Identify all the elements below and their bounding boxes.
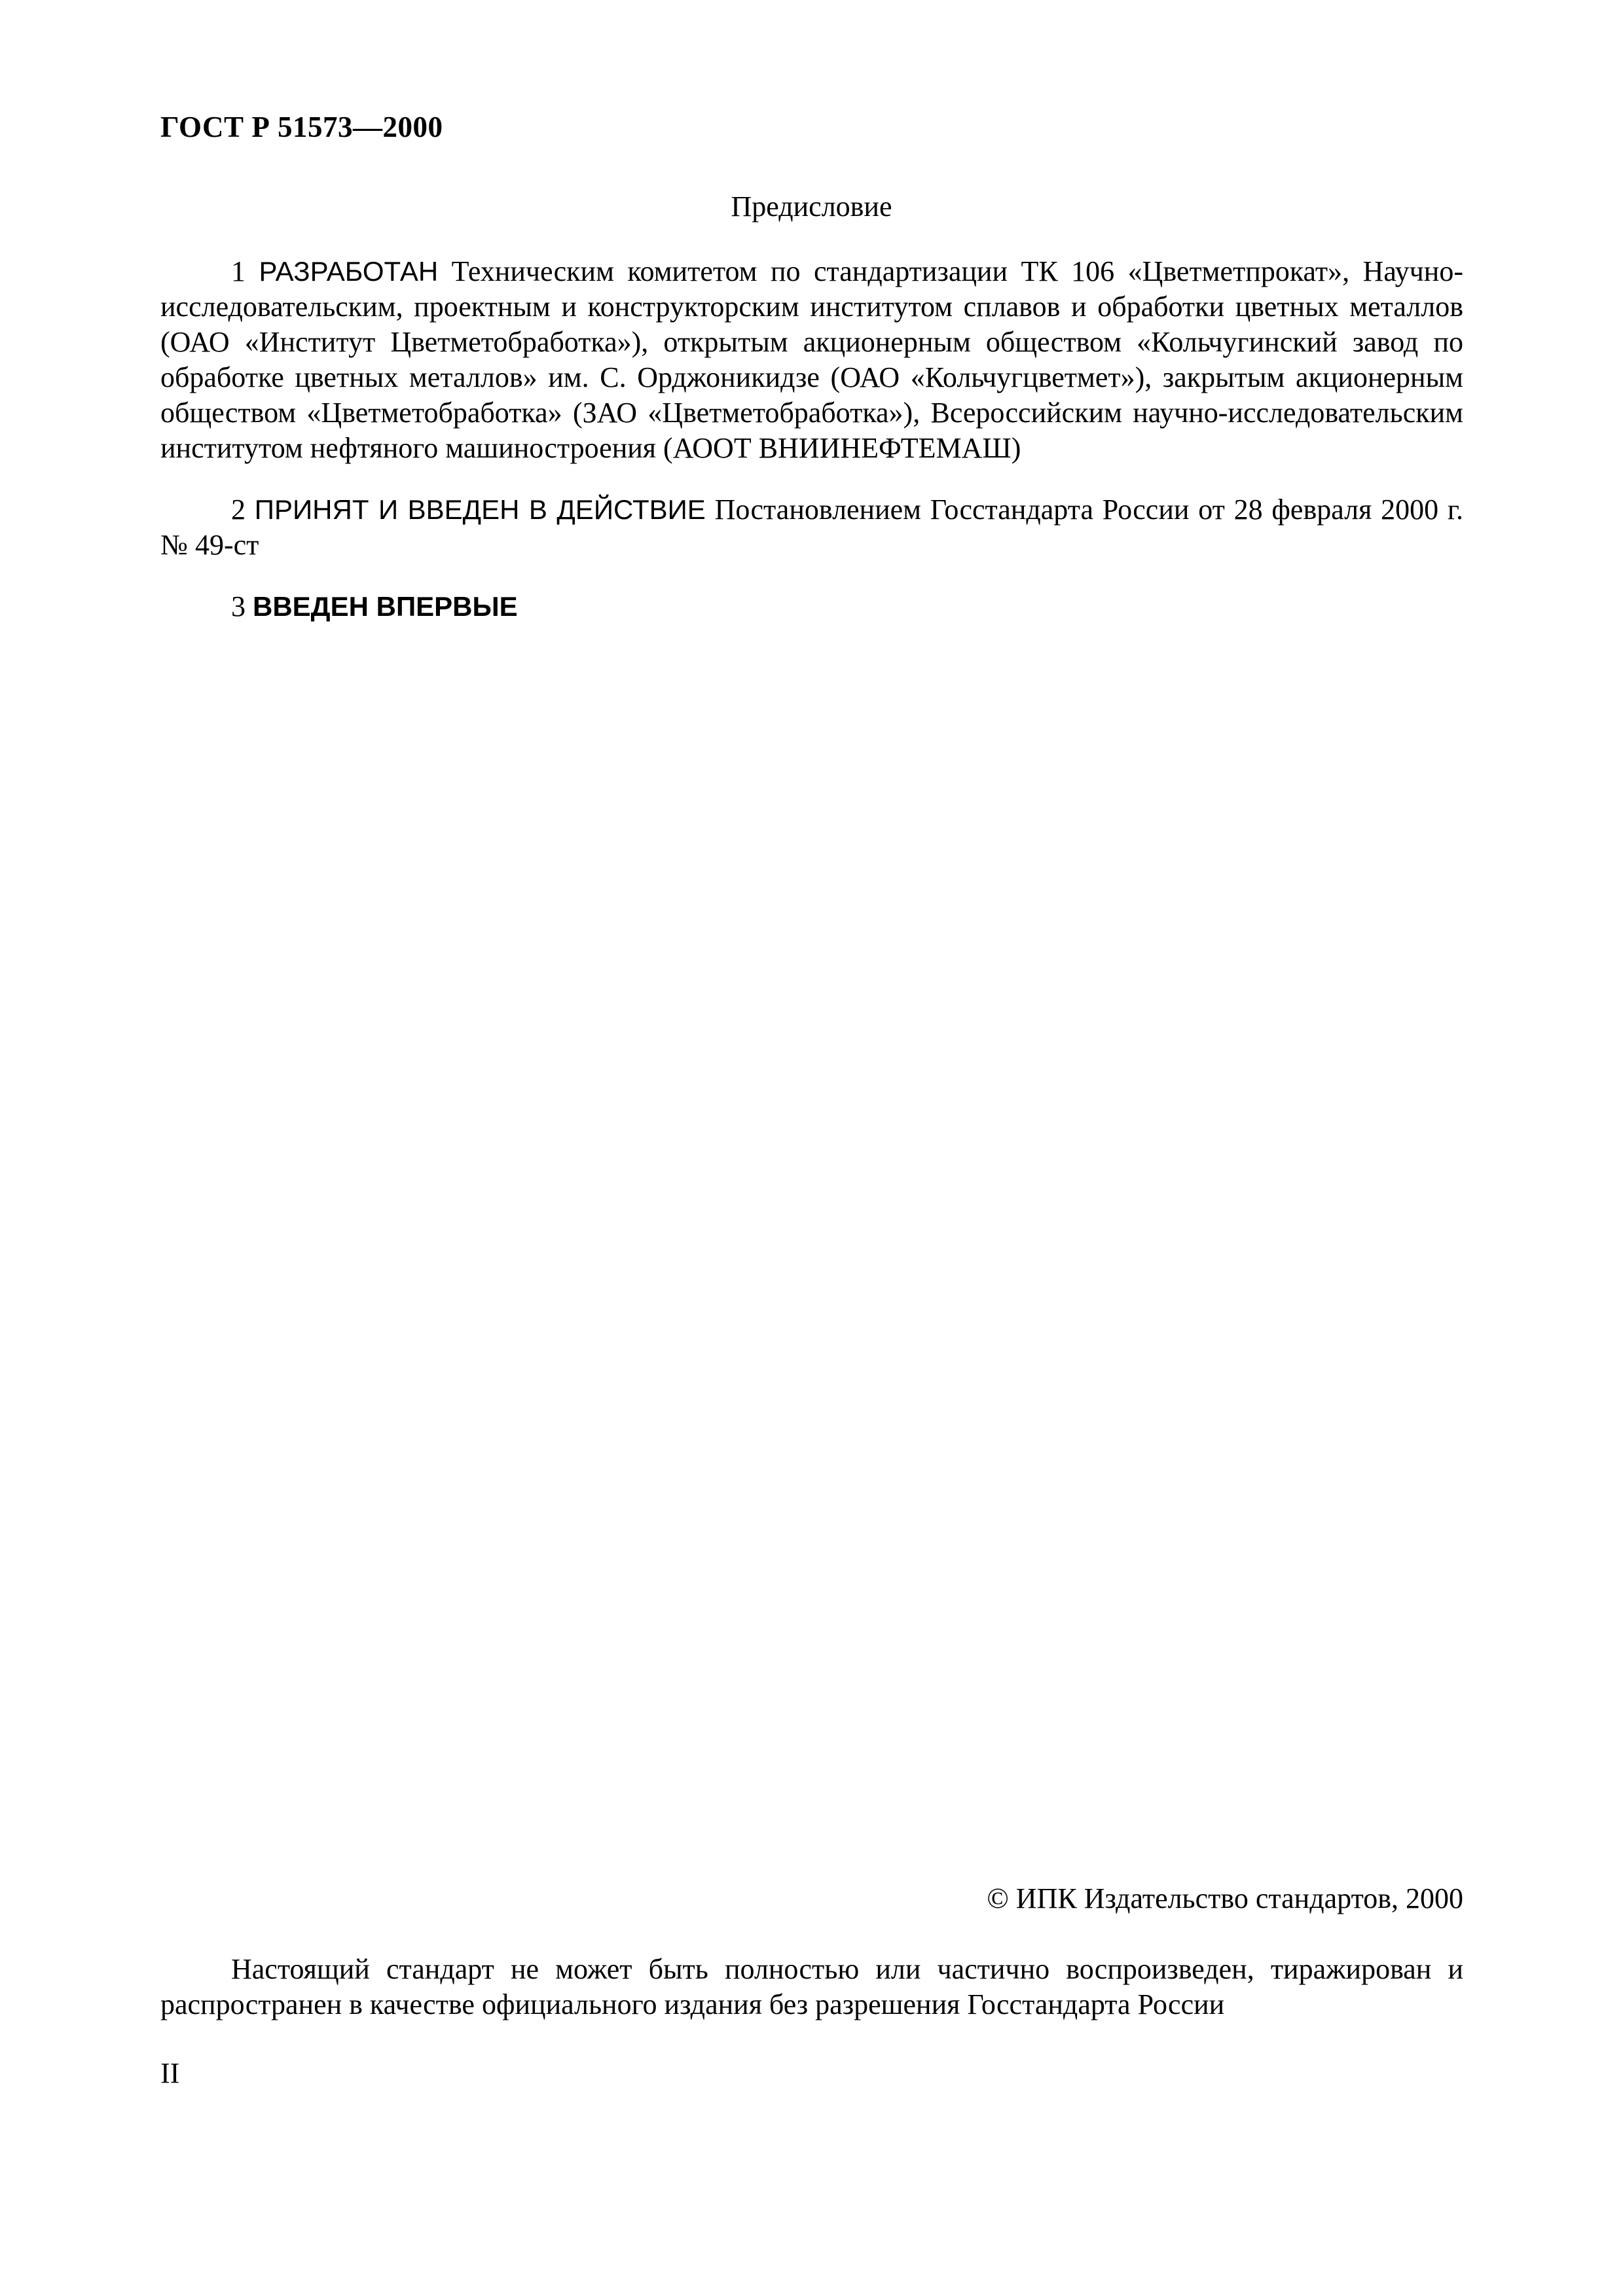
foreword-item-2	[160, 492, 1463, 563]
item-number: 2	[231, 493, 246, 526]
document-code-header: ГОСТ Р 51573—2000	[160, 111, 443, 143]
section-title: Предисловие	[731, 190, 892, 223]
item-number: 1	[231, 255, 246, 287]
page-number: II	[160, 2057, 180, 2089]
item-lead: ВВЕДЕН ВПЕРВЫЕ	[253, 591, 518, 622]
foreword-item-1	[160, 254, 1463, 466]
foreword-item-3	[160, 589, 1463, 624]
item-number: 3	[231, 590, 246, 622]
item-text: Техническим комитетом по стандартизации ТК 106 «Цветметпрокат», Научно-исследовательским, проектным и конструкторским институтом сплавов и обработки цветных металлов (ОАО «Институт Цветметобработка»), открытым акционерным обществом «Кольчугинский завод по обработке цветных металлов» им. С. Орджоникидзе (ОАО «Кольчугцветмет»), закрытым акционерным обществом «Цветметобработка» (ЗАО «Цветметобработка»), Всероссийским научно-исследовательским институтом нефтяного машиностроения (АООТ ВНИИНЕФТЕМАШ)	[160, 255, 1464, 464]
foreword-content	[160, 254, 1463, 651]
item-text: Постановлением Госстандарта России от 28 февраля 2000 г. № 49-ст	[160, 493, 1464, 561]
reproduction-notice: Настоящий стандарт не может быть полностью или частично воспроизведен, тиражирован и распространен в качестве официального издания без разрешения Госстандарта России	[160, 1953, 1463, 2020]
item-lead: ПРИНЯТ И ВВЕДЕН В ДЕЙСТВИЕ	[254, 494, 706, 525]
item-lead: РАЗРАБОТАН	[259, 256, 439, 287]
copyright-line: © ИПК Издательство стандартов, 2000	[987, 1882, 1463, 1914]
